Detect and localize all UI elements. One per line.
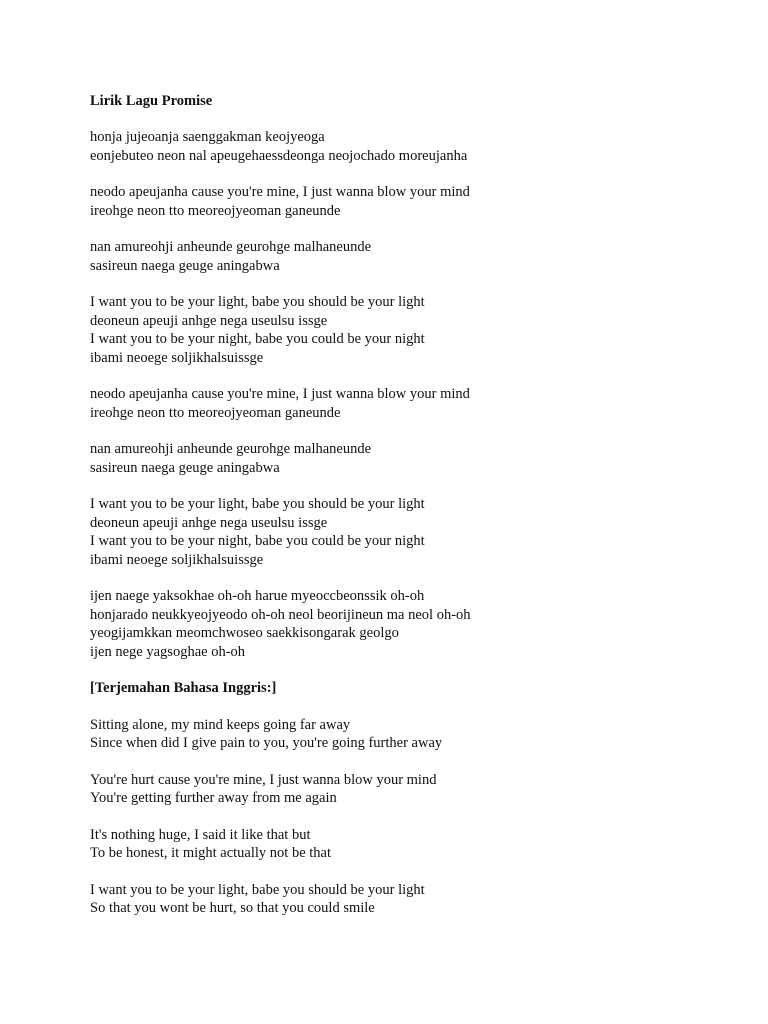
stanza (90, 495, 730, 569)
original-lyrics (90, 128, 730, 661)
lyric-line: It's nothing huge, I said it like that but (90, 826, 311, 843)
stanza (90, 238, 730, 275)
document-page (90, 92, 730, 936)
stanza (90, 826, 730, 863)
stanza (90, 587, 730, 661)
stanza (90, 771, 730, 808)
lyric-line: You're getting further away from me again (90, 790, 337, 806)
stanza (90, 385, 730, 422)
lyric-line: I want you to be your night, babe you could be your night (90, 533, 425, 549)
lyric-line: Since when did I give pain to you, you're going further away (90, 735, 443, 751)
translation-lyrics (90, 716, 730, 918)
lyric-line: I want you to be your light, babe you should be your light (90, 496, 425, 512)
lyric-line: eonjebuteo neon nal apeugehaessdeonga neojochado moreujanha (90, 147, 468, 164)
stanza (90, 183, 730, 220)
lyric-line: neodo apeujanha cause you're mine, I just wanna blow your mind (90, 184, 470, 200)
stanza (90, 440, 730, 477)
lyric-line: ijen naege yaksokhae oh-oh harue myeoccbeonssik oh-oh (90, 588, 425, 604)
lyric-line: nan amureohji anheunde geurohge malhaneunde (90, 441, 372, 457)
stanza (90, 881, 730, 918)
lyric-line: deoneun apeuji anhge nega useulsu issge (90, 514, 328, 531)
lyric-line: I want you to be your light, babe you should be your light (90, 294, 425, 310)
lyric-line: yeogijamkkan meomchwoseo saekkisongarak geolgo (90, 625, 399, 641)
lyric-line: nan amureohji anheunde geurohge malhaneunde (90, 239, 372, 255)
lyric-line: sasireun naega geuge aningabwa (90, 459, 280, 476)
stanza (90, 293, 730, 367)
lyric-line: So that you wont be hurt, so that you could smile (90, 900, 375, 916)
lyric-line: ibami neoege soljikhalsuissge (90, 349, 264, 366)
page-title: Lirik Lagu Promise (90, 93, 213, 109)
stanza (90, 128, 730, 165)
translation-heading: [Terjemahan Bahasa Inggris:] (90, 680, 277, 696)
lyric-line: I want you to be your night, babe you could be your night (90, 331, 425, 347)
lyric-line: ireohge neon tto meoreojyeoman ganeunde (90, 202, 341, 219)
lyric-line: To be honest, it might actually not be that (90, 845, 332, 861)
lyric-line: I want you to be your light, babe you should be your light (90, 881, 425, 898)
lyric-line: ibami neoege soljikhalsuissge (90, 551, 264, 568)
lyric-line: ireohge neon tto meoreojyeoman ganeunde (90, 404, 341, 421)
lyric-line: deoneun apeuji anhge nega useulsu issge (90, 312, 328, 329)
lyric-line: neodo apeujanha cause you're mine, I just wanna blow your mind (90, 386, 470, 402)
lyric-line: honja jujeoanja saenggakman keojyeoga (90, 129, 325, 145)
lyric-line: ijen nege yagsoghae oh-oh (90, 643, 246, 660)
stanza (90, 716, 730, 753)
lyric-line: Sitting alone, my mind keeps going far away (90, 716, 351, 733)
lyric-line: sasireun naega geuge aningabwa (90, 257, 280, 274)
lyric-line: honjarado neukkyeojyeodo oh-oh neol beorijineun ma neol oh-oh (90, 606, 471, 623)
lyric-line: You're hurt cause you're mine, I just wanna blow your mind (90, 771, 437, 788)
